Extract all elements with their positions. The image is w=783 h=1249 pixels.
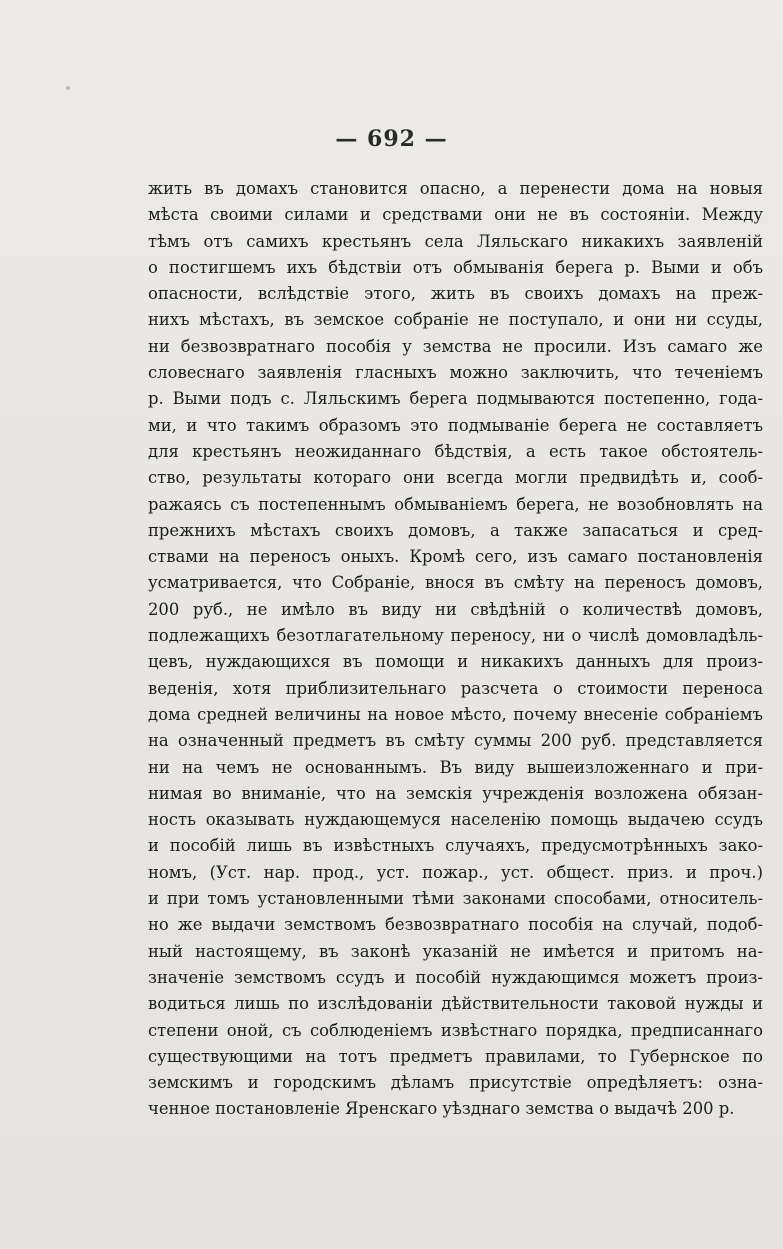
text-line: ченное постановленіе Яренскаго уѣзднаго земства о выдачѣ 200 р. [148,1099,735,1119]
text-line: прежнихъ мѣстахъ своихъ домовъ, а также запасаться и сред- [148,520,763,540]
text-line: и при томъ установленными тѣми законами способами, относитель- [148,889,763,909]
page-number: — 692 — [335,126,448,152]
text-line: и пособій лишь въ извѣстныхъ случаяхъ, предусмотрѣнныхъ зако- [148,836,763,856]
text-line: веденія, хотя приблизительнаго разсчета о стоимости переноса [148,678,763,698]
text-line: жить въ домахъ становится опасно, а перенести дома на новыя [148,179,763,198]
text-line: но же выдачи земствомъ безвозвратнаго пособія на случай, подоб- [148,915,763,935]
text-line: ни на чемъ не основаннымъ. Въ виду вышеизложеннаго и при- [148,757,763,777]
text-line: цевъ, нуждающихся въ помощи и никакихъ данныхъ для произ- [148,652,763,672]
text-line: ство, результаты котораго они всегда могли предвидѣть и, сооб- [148,468,763,488]
text-line: значеніе земствомъ ссудъ и пособій нуждающимся можетъ произ- [148,967,763,987]
text-line: нимая во вниманіе, что на земскія учрежденія возложена обязан- [148,783,763,803]
text-line: опасности, вслѣдствіе этого, жить въ своихъ домахъ на преж- [148,284,763,304]
text-line: для крестьянъ неожиданнаго бѣдствія, а есть такое обстоятель- [148,441,763,461]
text-line: дома средней величины на новое мѣсто, почему внесеніе собраніемъ [148,704,763,724]
text-line: ражаясь съ постепеннымъ обмываніемъ берега, не возобновлять на [148,494,763,514]
text-line: нихъ мѣстахъ, въ земское собраніе не поступало, и они ни ссуды, [148,310,763,330]
text-line: существующими на тотъ предметъ правилами, то Губернское по [148,1046,763,1066]
text-line: земскимъ и городскимъ дѣламъ присутствіе опредѣляетъ: озна- [148,1073,763,1093]
text-line: ный настоящему, въ законѣ указаній не имѣется и притомъ на- [148,941,763,961]
paper-speck [66,86,70,90]
text-line: 200 руб., не имѣло въ виду ни свѣдѣній о количествѣ домовъ, [148,599,763,619]
text-line: о постигшемъ ихъ бѣдствіи отъ обмыванія берега р. Выми и объ [148,257,763,277]
text-line: р. Выми подъ с. Ляльскимъ берега подмываются постепенно, года- [148,389,763,409]
body-text [148,176,763,1123]
text-line: словеснаго заявленія гласныхъ можно заключить, что теченіемъ [148,363,763,383]
text-line: на означенный предметъ въ смѣту суммы 200 руб. представляется [148,731,763,751]
text-line: ствами на переносъ оныхъ. Кромѣ сего, изъ самаго постановленія [148,547,763,567]
text-line: ность оказывать нуждающемуся населенію помощь выдачею ссудъ [148,810,763,830]
text-line: усматривается, что Собраніе, внося въ смѣту на переносъ домовъ, [148,573,763,593]
text-line: номъ, (Уст. нар. прод., уст. пожар., уст. общест. приз. и проч.) [148,862,763,882]
text-line: водиться лишь по изслѣдованіи дѣйствительности таковой нужды и [148,994,763,1014]
text-line: ми, и что такимъ образомъ это подмываніе берега не составляетъ [148,415,763,435]
text-line: тѣмъ отъ самихъ крестьянъ села Ляльскаго никакихъ заявленій [148,231,763,251]
text-line: мѣста своими силами и средствами они не въ состояніи. Между [148,205,763,225]
text-line: подлежащихъ безотлагательному переносу, ни о числѣ домовладѣль- [148,626,763,646]
text-line: ни безвозвратнаго пособія у земства не просили. Изъ самаго же [148,336,763,356]
text-line: степени оной, съ соблюденіемъ извѣстнаго порядка, предписаннаго [148,1020,763,1040]
